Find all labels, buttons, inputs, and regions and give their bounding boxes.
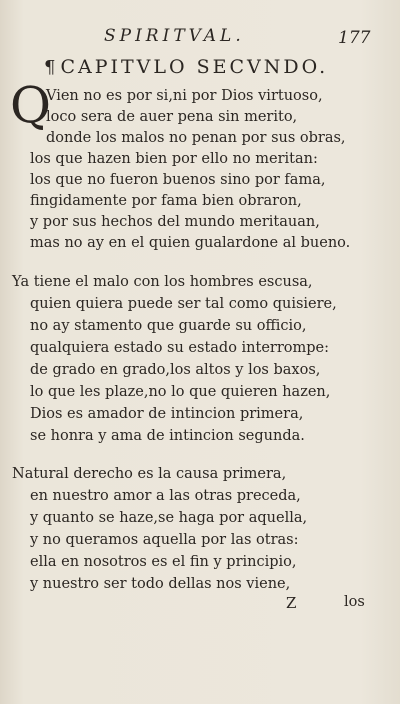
page-number: 177 — [338, 28, 371, 48]
verse-line: los que no fueron buenos sino por fama, — [30, 172, 326, 188]
verse-line: y no queramos aquella por las otras: — [30, 532, 299, 548]
verse-line: de grado en grado,los altos y los baxos, — [30, 362, 321, 378]
catchword: los — [344, 594, 365, 610]
verse-line: Natural derecho es la causa primera, — [12, 466, 287, 482]
verse-line: y por sus hechos del mundo meritauan, — [30, 214, 320, 230]
page-footer — [0, 594, 400, 616]
verse-line: y quanto se haze,se haga por aquella, — [30, 510, 308, 526]
verse-line: no ay stamento que guarde su officio, — [30, 318, 307, 334]
verse-line: Ya tiene el malo con los hombres escusa, — [12, 274, 313, 290]
verse-line: Dios es amador de intincion primera, — [30, 406, 304, 422]
pilcrow-mark: ¶ — [44, 57, 59, 78]
verse-line: donde los malos no penan por sus obras, — [46, 130, 346, 146]
drop-cap: Q — [10, 76, 51, 134]
verse-line: ella en nosotros es el fin y principio, — [30, 554, 297, 570]
verse-line: mas no ay en el quien gualardone al bueno. — [30, 235, 351, 251]
verse-line: loco sera de auer pena sin merito, — [46, 109, 298, 125]
chapter-title: CAPITVLO SECVNDO. — [60, 56, 329, 78]
verse-line: los que hazen bien por ello no meritan: — [30, 151, 318, 167]
verse-line: se honra y ama de intincion segunda. — [30, 428, 305, 444]
verse-line: quien quiera puede ser tal como quisiere, — [30, 296, 337, 312]
signature-mark: Z — [286, 594, 297, 612]
running-title: SPIRITVAL. — [104, 26, 245, 46]
running-head — [0, 26, 400, 50]
verse-line: y nuestro ser todo dellas nos viene, — [30, 576, 291, 592]
verse-line: en nuestro amor a las otras preceda, — [30, 488, 301, 504]
verse-line: qualquiera estado su estado interrompe: — [30, 340, 330, 356]
verse-line: fingidamente por fama bien obraron, — [30, 193, 302, 209]
verse-line: Vien no es por si,ni por Dios virtuoso, — [46, 88, 323, 104]
chapter-heading — [44, 56, 328, 78]
verse-line: lo que les plaze,no lo que quieren hazen, — [30, 384, 331, 400]
